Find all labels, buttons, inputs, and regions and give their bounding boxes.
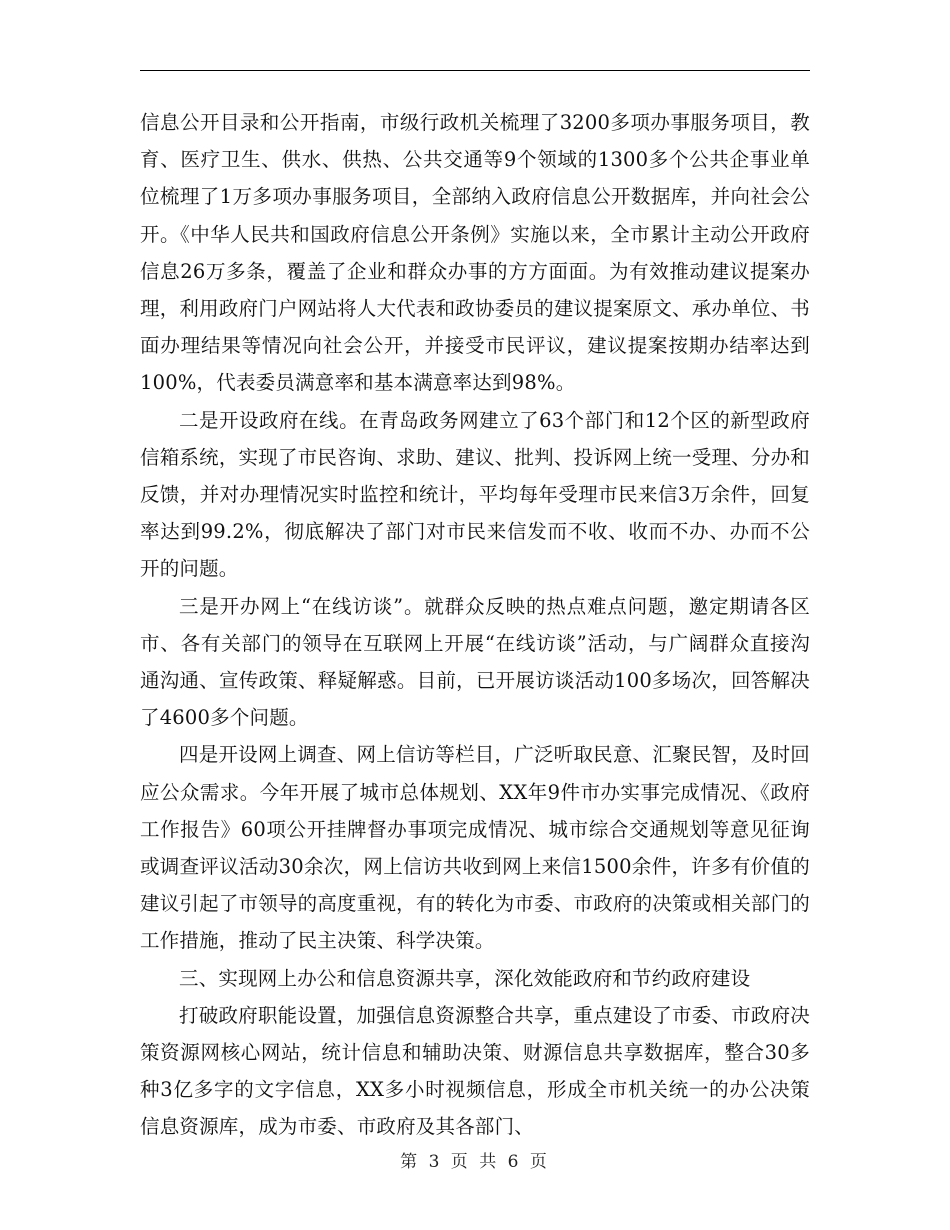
- paragraph-continuation: 信息公开目录和公开指南，市级行政机关梳理了3200多项办事服务项目，教育、医疗卫生、供水、供热、公共交通等9个领域的1300多个公共企事业单位梳理了1万多项办事服务项目，全部纳入政府信息公开数据库，并向社会公开。《中华人民共和国政府信息公开条例》实施以来，全市累计主动公开政府信息26万多条，覆盖了企业和群众办事的方方面面。为有效推动建议提案办理，利用政府门户网站将人大代表和政协委员的建议提案原文、承办单位、书面办理结果等情况向社会公开，并接受市民评议，建议提案按期办结率达到100%，代表委员满意率和基本满意率达到98%。: [140, 111, 810, 395]
- paragraph-online-interview: 三是开办网上“在线访谈”。就群众反映的热点难点问题，邀定期请各区市、各有关部门的领导在互联网上开展“在线访谈”活动，与广阔群众直接沟通沟通、宣传政策、释疑解惑。目前，已开展访谈活动100多场次，回答解决了4600多个问题。: [140, 594, 810, 730]
- paragraph-government-online: 二是开设政府在线。在青岛政务网建立了63个部门和12个区的新型政府信箱系统，实现了市民咨询、求助、建议、批判、投诉网上统一受理、分办和反馈，并对办理情况实时监控和统计，平均每年受理市民来信3万余件，回复率达到99.2%，彻底解决了部门对市民来信发而不收、收而不办、办而不公开的问题。: [140, 408, 810, 581]
- paragraph-online-survey: 四是开设网上调查、网上信访等栏目，广泛听取民意、汇聚民智，及时回应公众需求。今年开展了城市总体规划、XX年9件市办实事完成情况、《政府工作报告》60项公开挂牌督办事项完成情况、城市综合交通规划等意见征询或调查评议活动30余次，网上信访共收到网上来信1500余件，许多有价值的建议引起了市领导的高度重视，有的转化为市委、市政府的决策或相关部门的工作措施，推动了民主决策、科学决策。: [140, 743, 810, 953]
- paragraph-resource-sharing: 打破政府职能设置，加强信息资源整合共享，重点建设了市委、市政府决策资源网核心网站，统计信息和辅助决策、财源信息共享数据库，整合30多种3亿多字的文字信息，XX多小时视频信息，形成全市机关统一的办公决策信息资源库，成为市委、市政府及其各部门、: [140, 1003, 810, 1139]
- body-text: [140, 104, 810, 1146]
- section-heading: 三、实现网上办公和信息资源共享，深化效能政府和节约政府建设: [179, 966, 751, 990]
- page-number: 第 3 页 共 6 页: [400, 1152, 550, 1172]
- header-rule: [140, 70, 810, 71]
